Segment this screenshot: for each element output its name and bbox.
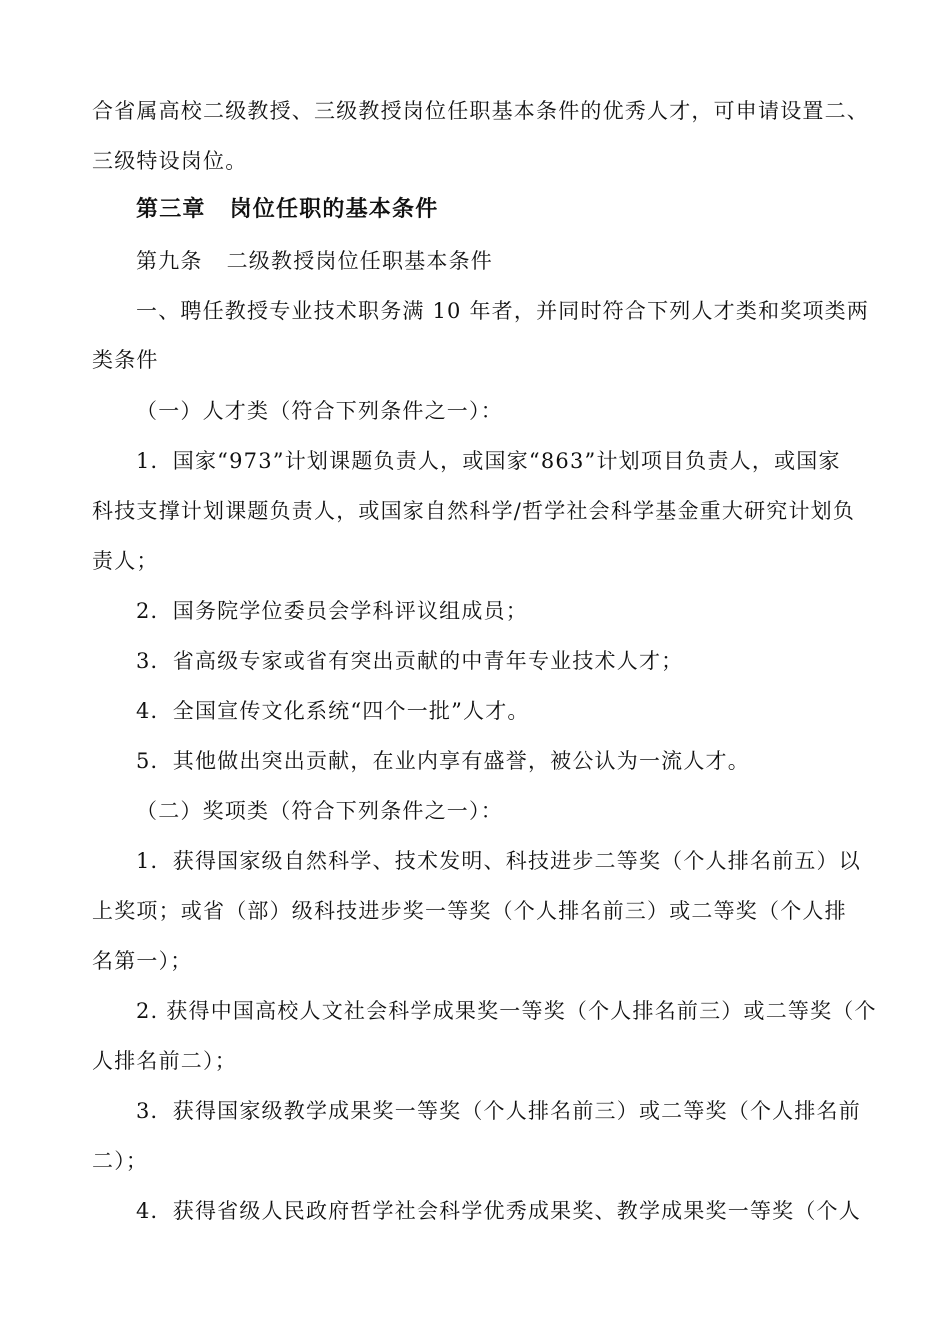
talent-item-1-line-2: 科技支撑计划课题负责人，或国家自然科学/哲学社会科学基金重大研究计划负 xyxy=(92,499,856,523)
chapter-heading xyxy=(136,194,438,224)
awards-heading: （二）奖项类（符合下列条件之一）： xyxy=(136,799,503,823)
chapter-title: 岗位任职的基本条件 xyxy=(229,196,439,222)
awards-item-3-line-2: 二）； xyxy=(92,1149,149,1173)
awards-item-1-line-2: 上奖项；或省（部）级科技进步奖一等奖（个人排名前三）或二等奖（个人排 xyxy=(92,899,847,923)
article-heading xyxy=(136,246,493,276)
article-title: 二级教授岗位任职基本条件 xyxy=(226,249,494,273)
talent-item-1-line-3: 责人； xyxy=(92,549,159,573)
talent-item-4: 4．全国宣传文化系统“四个一批”人才。 xyxy=(136,699,530,723)
awards-item-3-line-1: 3．获得国家级教学成果奖一等奖（个人排名前三）或二等奖（个人排名前 xyxy=(136,1099,861,1123)
awards-item-4-line-1: 4．获得省级人民政府哲学社会科学优秀成果奖、教学成果奖一等奖（个人 xyxy=(136,1199,861,1223)
intro-line-2: 三级特设岗位。 xyxy=(92,149,248,173)
talent-item-2: 2．国务院学位委员会学科评议组成员； xyxy=(136,599,528,623)
chapter-number: 第三章 xyxy=(136,196,206,222)
article-number: 第九条 xyxy=(136,249,203,273)
talent-item-1-line-1: 1．国家“973”计划课题负责人，或国家“863”计划项目负责人，或国家 xyxy=(136,449,841,473)
talent-heading: （一）人才类（符合下列条件之一）： xyxy=(136,399,503,423)
section-one-line-2: 类条件 xyxy=(92,348,159,372)
talent-item-3: 3．省高级专家或省有突出贡献的中青年专业技术人才； xyxy=(136,649,684,673)
awards-item-1-line-1: 1．获得国家级自然科学、技术发明、科技进步二等奖（个人排名前五）以 xyxy=(136,849,861,873)
intro-line-1: 合省属高校二级教授、三级教授岗位任职基本条件的优秀人才，可申请设置二、 xyxy=(92,99,869,123)
awards-item-1-line-3: 名第一）； xyxy=(92,949,193,973)
awards-item-2-line-1: 2. 获得中国高校人文社会科学成果奖一等奖（个人排名前三）或二等奖（个 xyxy=(136,999,877,1023)
awards-item-2-line-2: 人排名前二）； xyxy=(92,1049,237,1073)
section-one-line-1: 一、聘任教授专业技术职务满 10 年者，并同时符合下列人才类和奖项类两 xyxy=(136,299,870,323)
talent-item-5: 5．其他做出突出贡献，在业内享有盛誉，被公认为一流人才。 xyxy=(136,749,750,773)
